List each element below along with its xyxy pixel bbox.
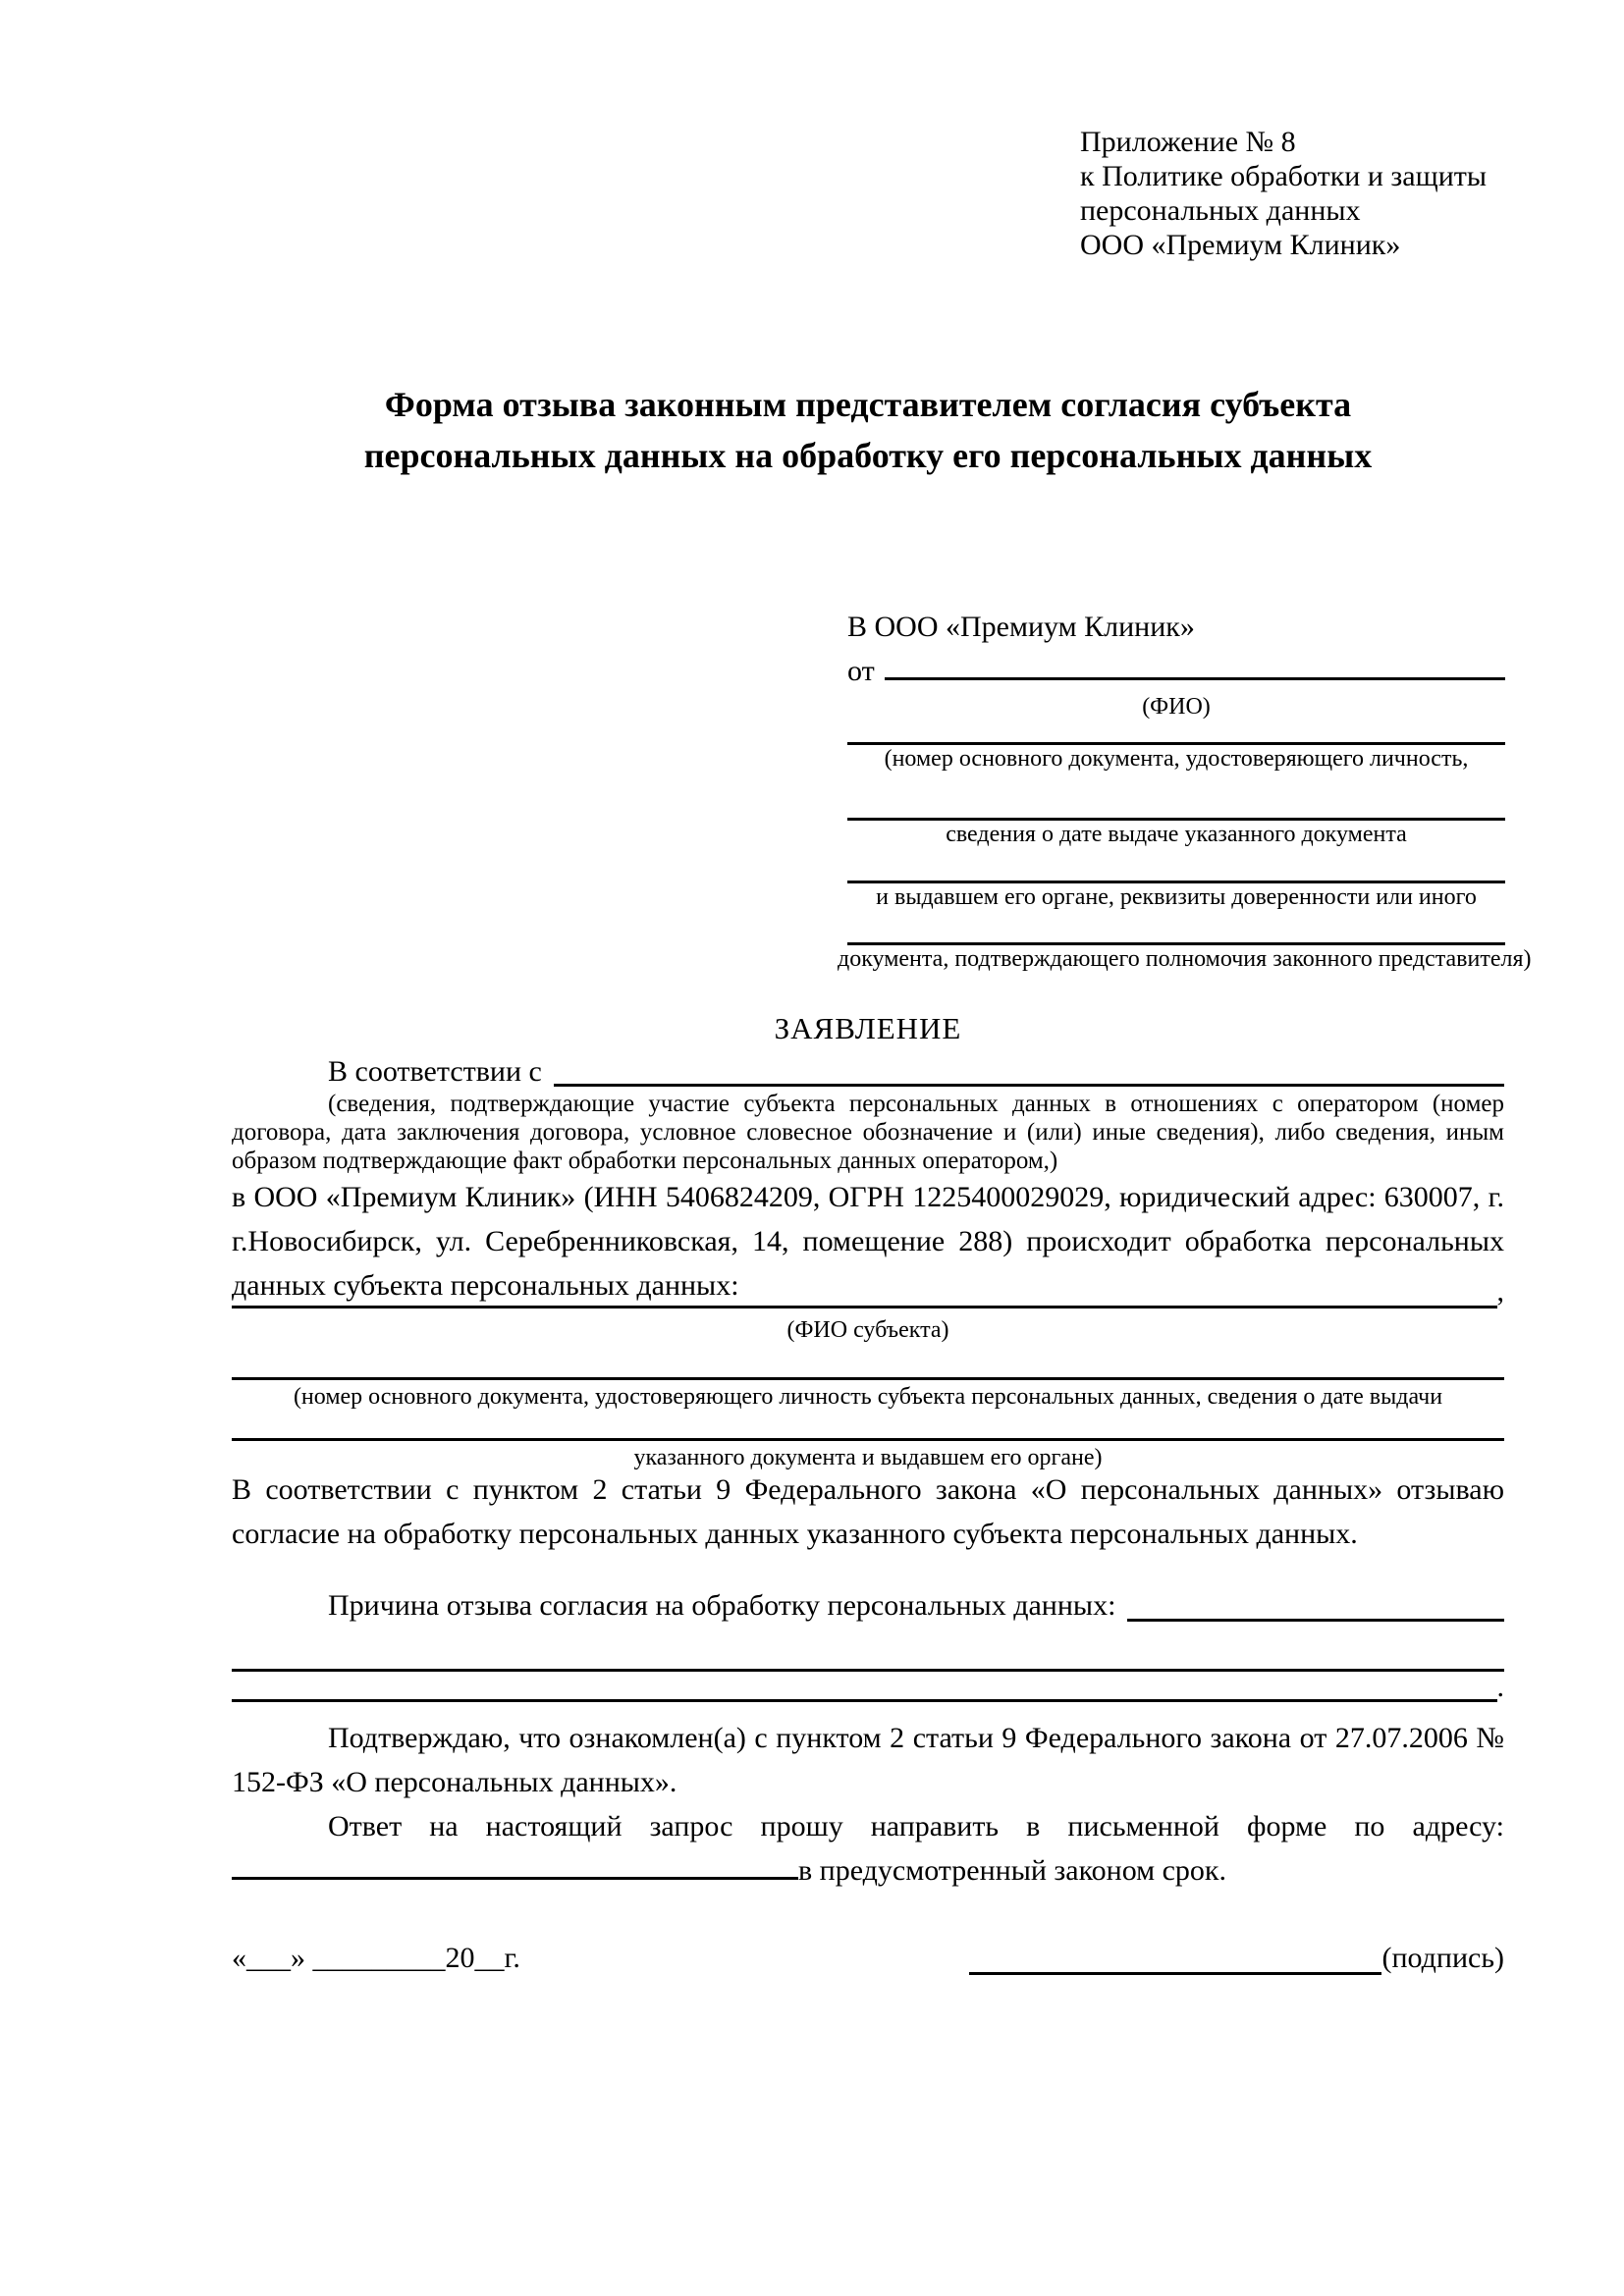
blank-line-fio <box>885 677 1505 680</box>
blank-line-doc-authority <box>847 912 1505 945</box>
blank-line-signature <box>969 1972 1381 1975</box>
reason-end-row <box>232 1669 1504 1706</box>
blank-line-basis <box>554 1084 1504 1087</box>
appendix-line: ООО «Премиум Клиник» <box>1080 229 1401 261</box>
date-blank: «___» _________20__г. <box>232 1942 520 1974</box>
caption-doc-date: сведения о дате выдаче указанного документа <box>946 822 1407 847</box>
document-title <box>232 379 1504 481</box>
from-label: от <box>847 655 875 687</box>
addressee-to: В ООО «Премиум Клиник» <box>847 611 1195 643</box>
reply-tail: в предусмотренный законом срок. <box>798 1854 1226 1887</box>
reason-label: Причина отзыва согласия на обработку персональных данных: <box>328 1589 1116 1622</box>
confirm-paragraph: Подтверждаю, что ознакомлен(а) с пунктом 2 статьи 9 Федерального закона от 27.07.2006 № 152-ФЗ «О персональных данных». <box>232 1722 1504 1798</box>
operator-paragraph: в ООО «Премиум Клиник» (ИНН 5406824209, ОГРН 1225400029029, юридический адрес: 630007, г. г.Новосибирск, ул. Серебренниковская, 14, помещение 288) происходит обработка персональных данных субъекта персональных данных: <box>232 1181 1504 1302</box>
appendix-line: персональных данных <box>1080 194 1361 227</box>
signature-caption: (подпись) <box>1381 1942 1504 1974</box>
appendix-line: Приложение № 8 <box>1080 126 1296 158</box>
period-after-blank: . <box>1496 1671 1504 1703</box>
withdrawal-paragraph: В соответствии с пунктом 2 статьи 9 Федерального закона «О персональных данных» отзываю согласие на обработку персональных данных указанного субъекта персональных данных. <box>232 1473 1504 1550</box>
blank-line-subject-fio <box>232 1306 1497 1308</box>
caption-doc-authority: документа, подтверждающего полномочия законного представителя) <box>838 946 1532 972</box>
statement-heading: ЗАЯВЛЕНИЕ <box>774 1011 962 1045</box>
caption-fio: (ФИО) <box>1142 694 1211 720</box>
title-line: Форма отзыва законным представителем согласия субъекта <box>384 385 1352 424</box>
blank-line-reason-2 <box>232 1636 1504 1672</box>
footer-row <box>232 1936 1504 1980</box>
addressee-block <box>838 605 1532 974</box>
blank-line-subject-doc-2 <box>232 1406 1504 1441</box>
subject-fio-row <box>232 1269 1504 1313</box>
blank-line-reply-address <box>232 1851 798 1880</box>
from-row <box>847 649 1505 693</box>
caption-subject-fio: (ФИО субъекта) <box>786 1317 949 1343</box>
caption-subject-doc-1: (номер основного документа, удостоверяющего личность субъекта персональных данных, сведения о дате выдачи <box>293 1384 1443 1410</box>
basis-note: (сведения, подтверждающие участие субъекта персональных данных в отношениях с оператором (номер договора, дата заключения договора, условное словесное обозначение и (или) иные сведения), либо сведения, иным образом подтверждающие факт обработки персональных данных оператором,) <box>232 1091 1504 1174</box>
comma-after-blank: , <box>1496 1275 1504 1308</box>
blank-line-doc-issuer <box>847 849 1505 883</box>
reply-lead: Ответ на настоящий запрос прошу направить в письменной форме по адресу: <box>328 1810 1504 1842</box>
title-line: персональных данных на обработку его персональных данных <box>363 436 1373 475</box>
reply-paragraph <box>232 1804 1504 1893</box>
accordance-row <box>232 1052 1504 1092</box>
blank-line-subject-doc-1 <box>232 1345 1504 1380</box>
caption-doc-issuer: и выдавшем его органе, реквизиты доверенности или иного <box>876 884 1477 910</box>
signature-group <box>969 1936 1504 1980</box>
blank-line-doc-date <box>847 774 1505 821</box>
caption-doc-number: (номер основного документа, удостоверяющего личность, <box>884 746 1469 772</box>
blank-line-doc-number <box>847 721 1505 745</box>
blank-line-reason-1 <box>1127 1619 1504 1622</box>
accordance-prefix: В соответствии с <box>328 1055 542 1088</box>
blank-line-reason-3 <box>232 1699 1497 1702</box>
caption-subject-doc-2: указанного документа и выдавшем его органе) <box>633 1445 1103 1470</box>
reason-row <box>232 1583 1504 1628</box>
appendix-note <box>1080 125 1487 262</box>
appendix-line: к Политике обработки и защиты <box>1080 160 1488 192</box>
